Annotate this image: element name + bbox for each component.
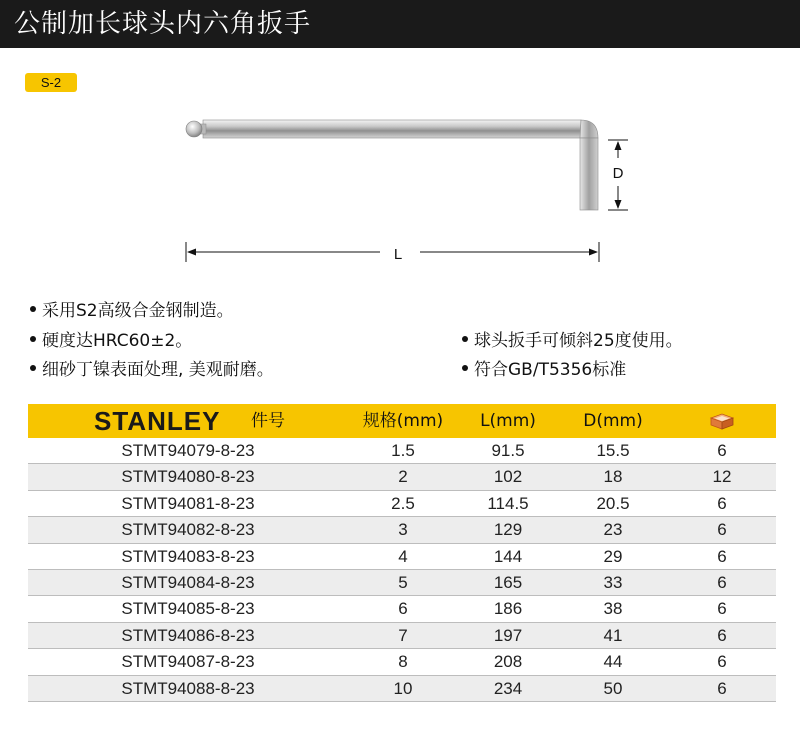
hex-key-long-arm xyxy=(186,120,598,210)
cell-part-number: STMT94080-8-23 xyxy=(121,467,255,487)
table-row xyxy=(28,438,776,464)
cell-part-number: STMT94079-8-23 xyxy=(121,441,255,460)
cell-length: 144 xyxy=(493,546,523,566)
dimension-l xyxy=(186,242,599,262)
hex-key-diagram xyxy=(0,100,800,280)
feature-text: 球头扳手可倾斜25度使用。 xyxy=(474,331,683,351)
cell-depth: 38 xyxy=(603,599,623,619)
table-row xyxy=(28,491,776,517)
cell-depth: 41 xyxy=(603,625,623,645)
cell-length: 165 xyxy=(493,572,523,592)
cell-depth: 20.5 xyxy=(596,493,630,513)
cell-pack-qty: 12 xyxy=(712,467,732,487)
stanley-logo: STANLEY xyxy=(94,406,221,436)
table-header xyxy=(28,404,776,438)
cell-length: 129 xyxy=(493,520,523,540)
bullet-icon xyxy=(30,365,36,371)
header-part-number: 件号 xyxy=(251,411,285,431)
cell-part-number: STMT94084-8-23 xyxy=(121,572,255,592)
header-depth: D(mm) xyxy=(583,411,643,431)
cell-depth: 44 xyxy=(603,652,623,672)
bullet-icon xyxy=(30,336,36,342)
cell-part-number: STMT94088-8-23 xyxy=(121,678,255,698)
cell-pack-qty: 6 xyxy=(717,520,727,540)
dimension-l-label: L xyxy=(393,246,403,263)
cell-length: 186 xyxy=(493,599,523,619)
cell-size: 3 xyxy=(398,520,408,540)
table-row xyxy=(28,649,776,675)
cell-pack-qty: 6 xyxy=(717,678,727,698)
cell-size: 1.5 xyxy=(391,441,415,460)
table-row xyxy=(28,676,776,702)
cell-length: 114.5 xyxy=(487,493,529,513)
feature-text: 符合GB/T5356标准 xyxy=(474,360,627,380)
feature-text: 硬度达HRC60±2。 xyxy=(42,331,193,351)
cell-depth: 18 xyxy=(603,467,623,487)
cell-depth: 15.5 xyxy=(596,441,630,460)
cell-pack-qty: 6 xyxy=(717,572,727,592)
dimension-d-label: D xyxy=(612,165,624,182)
feature-item xyxy=(462,329,683,353)
model-badge: S-2 xyxy=(25,73,77,92)
table-row xyxy=(28,517,776,543)
page-title: 公制加长球头内六角扳手 xyxy=(14,9,312,39)
cell-part-number: STMT94087-8-23 xyxy=(121,652,255,672)
cell-size: 5 xyxy=(398,572,408,592)
header-length: L(mm) xyxy=(480,411,536,431)
feature-text: 细砂丁镍表面处理, 美观耐磨。 xyxy=(42,360,274,380)
cell-pack-qty: 6 xyxy=(717,625,727,645)
cell-size: 2 xyxy=(398,467,408,487)
title-bar xyxy=(0,0,800,48)
table-row xyxy=(28,570,776,596)
cell-pack-qty: 6 xyxy=(717,546,727,566)
feature-item xyxy=(30,358,274,382)
cell-pack-qty: 6 xyxy=(717,441,727,460)
cell-length: 197 xyxy=(493,625,523,645)
cell-depth: 50 xyxy=(603,678,623,698)
cell-size: 6 xyxy=(398,599,408,619)
cell-part-number: STMT94083-8-23 xyxy=(121,546,255,566)
table-row xyxy=(28,464,776,490)
cell-part-number: STMT94085-8-23 xyxy=(121,599,255,619)
cell-size: 10 xyxy=(393,678,413,698)
table-body xyxy=(28,438,776,702)
cell-part-number: STMT94086-8-23 xyxy=(121,625,255,645)
feature-item xyxy=(462,358,626,382)
cell-pack-qty: 6 xyxy=(717,652,727,672)
cell-size: 2.5 xyxy=(391,493,415,513)
bullet-icon xyxy=(30,306,36,312)
table-row xyxy=(28,623,776,649)
bullet-icon xyxy=(462,336,468,342)
cell-length: 91.5 xyxy=(491,441,525,460)
cell-length: 234 xyxy=(493,678,523,698)
cell-pack-qty: 6 xyxy=(717,493,727,513)
table-row xyxy=(28,544,776,570)
cell-size: 8 xyxy=(398,652,408,672)
cell-part-number: STMT94082-8-23 xyxy=(121,520,255,540)
cell-pack-qty: 6 xyxy=(717,599,727,619)
cell-depth: 33 xyxy=(603,572,623,592)
feature-item xyxy=(30,329,192,353)
cell-size: 7 xyxy=(398,625,408,645)
cell-depth: 23 xyxy=(603,520,623,540)
feature-list xyxy=(0,294,800,394)
cell-length: 208 xyxy=(493,652,523,672)
box-icon xyxy=(709,412,735,430)
table-row xyxy=(28,596,776,622)
cell-length: 102 xyxy=(493,467,523,487)
header-size: 规格(mm) xyxy=(362,411,444,431)
feature-text: 采用S2高级合金钢制造。 xyxy=(42,301,234,321)
cell-size: 4 xyxy=(398,546,408,566)
feature-item xyxy=(30,299,234,323)
cell-depth: 29 xyxy=(603,546,623,566)
bullet-icon xyxy=(462,365,468,371)
spec-table xyxy=(28,404,776,702)
cell-part-number: STMT94081-8-23 xyxy=(121,493,255,513)
